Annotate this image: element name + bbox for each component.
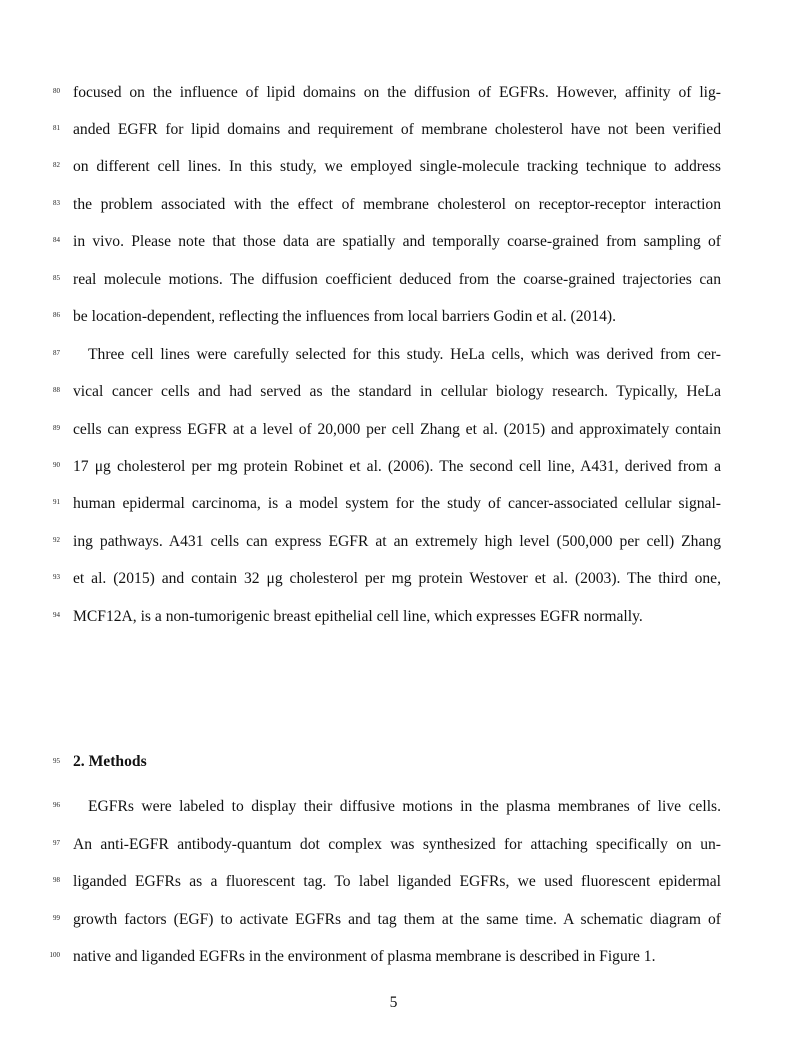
- text-line: real molecule motions. The diffusion coefficient deduced from the coarse-grained trajectories can: [73, 271, 721, 288]
- line-number: 100: [49, 951, 60, 959]
- line-number: 82: [53, 161, 60, 169]
- line-number: 90: [53, 461, 60, 469]
- line-number: 98: [53, 876, 60, 884]
- line-number: 96: [53, 801, 60, 809]
- text-line: human epidermal carcinoma, is a model system for the study of cancer-associated cellular signal-: [73, 495, 721, 512]
- line-number: 85: [53, 274, 60, 282]
- text-line: An anti-EGFR antibody-quantum dot complex was synthesized for attaching specifically on un-: [73, 836, 721, 853]
- line-number: 97: [53, 839, 60, 847]
- line-number: 92: [53, 536, 60, 544]
- text-line: focused on the influence of lipid domains on the diffusion of EGFRs. However, affinity of lig-: [73, 84, 721, 101]
- line-number: 86: [53, 311, 60, 319]
- text-line: liganded EGFRs as a fluorescent tag. To label liganded EGFRs, we used fluorescent epidermal: [73, 873, 721, 890]
- line-number: 94: [53, 611, 60, 619]
- text-line: anded EGFR for lipid domains and requirement of membrane cholesterol have not been verified: [73, 121, 721, 138]
- line-number: 87: [53, 349, 60, 357]
- text-line: ing pathways. A431 cells can express EGFR at an extremely high level (500,000 per cell) Zhang: [73, 533, 721, 550]
- text-line: on different cell lines. In this study, we employed single-molecule tracking technique to address: [73, 158, 721, 175]
- text-line: et al. (2015) and contain 32 μg cholesterol per mg protein Westover et al. (2003). The third one,: [73, 570, 721, 587]
- line-number: 99: [53, 914, 60, 922]
- line-number: 93: [53, 573, 60, 581]
- line-number: 89: [53, 424, 60, 432]
- text-line: in vivo. Please note that those data are spatially and temporally coarse-grained from sampling of: [73, 233, 721, 250]
- text-line: MCF12A, is a non-tumorigenic breast epithelial cell line, which expresses EGFR normally.: [73, 608, 643, 625]
- text-line: cells can express EGFR at a level of 20,000 per cell Zhang et al. (2015) and approximately contain: [73, 421, 721, 438]
- line-number: 95: [53, 757, 60, 765]
- text-line: growth factors (EGF) to activate EGFRs and tag them at the same time. A schematic diagram of: [73, 911, 721, 928]
- line-number: 83: [53, 199, 60, 207]
- text-line: EGFRs were labeled to display their diffusive motions in the plasma membranes of live cells.: [88, 798, 721, 815]
- line-number: 80: [53, 87, 60, 95]
- page-number: 5: [389, 994, 398, 1011]
- section-heading: 2. Methods: [73, 753, 147, 770]
- text-line: be location-dependent, reflecting the influences from local barriers Godin et al. (2014).: [73, 308, 616, 325]
- text-line: native and liganded EGFRs in the environment of plasma membrane is described in Figure 1.: [73, 948, 656, 965]
- line-number: 91: [53, 498, 60, 506]
- line-number: 81: [53, 124, 60, 132]
- text-line: 17 μg cholesterol per mg protein Robinet et al. (2006). The second cell line, A431, derived from a: [73, 458, 721, 475]
- text-line: Three cell lines were carefully selected for this study. HeLa cells, which was derived from cer-: [88, 346, 721, 363]
- text-line: vical cancer cells and had served as the standard in cellular biology research. Typically, HeLa: [73, 383, 721, 400]
- line-number: 88: [53, 386, 60, 394]
- text-line: the problem associated with the effect of membrane cholesterol on receptor-receptor interaction: [73, 196, 721, 213]
- line-number: 84: [53, 236, 60, 244]
